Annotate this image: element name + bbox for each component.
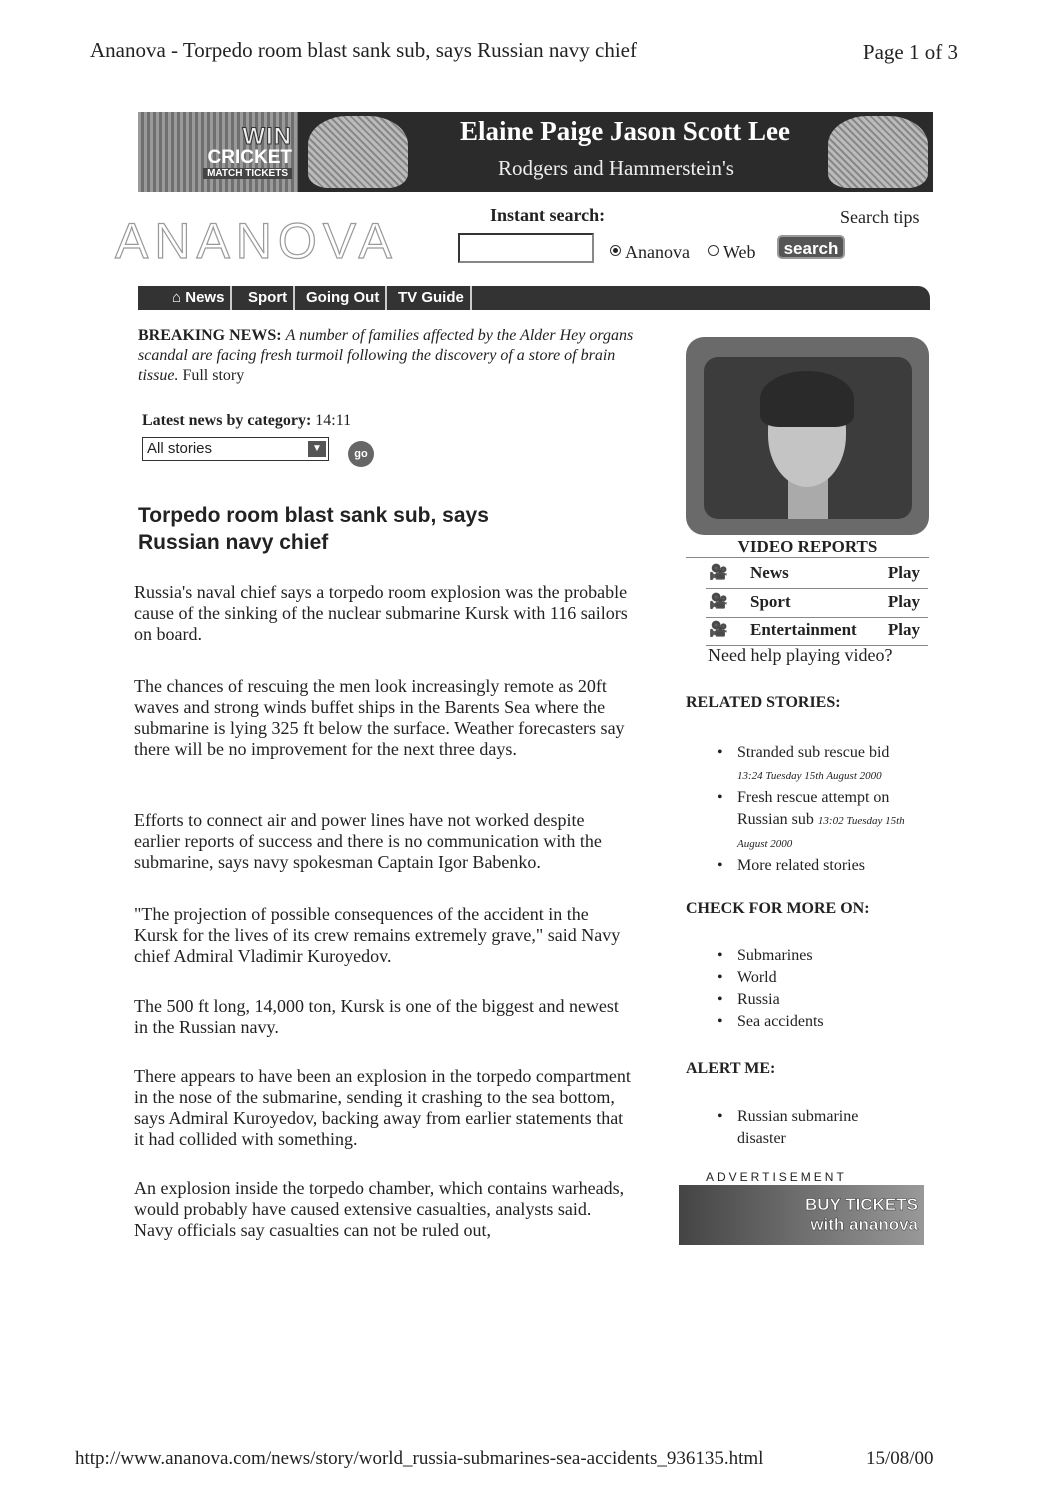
elephant-icon xyxy=(828,116,928,188)
radio-ananova[interactable]: Ananova xyxy=(610,242,690,263)
alert-list xyxy=(717,1106,877,1150)
list-item[interactable]: • Stranded sub rescue bid 13:24 Tuesday 15th August 2000 xyxy=(717,742,917,787)
video-presenter-image[interactable] xyxy=(686,337,929,535)
play-link[interactable]: Play xyxy=(887,592,920,611)
check-more-list xyxy=(717,945,917,1033)
search-button[interactable]: search xyxy=(777,235,845,259)
banner-subtitle: Rodgers and Hammerstein's xyxy=(498,156,734,180)
play-link[interactable]: Play xyxy=(887,563,920,582)
check-more-title: CHECK FOR MORE ON: xyxy=(686,900,870,917)
article-paragraph: Russia's naval chief says a torpedo room explosion was the probable cause of the sinking of the nuclear submarine Kursk with 116 sailors on board. xyxy=(134,582,628,644)
nav-sport[interactable]: Sport xyxy=(242,286,295,310)
nav-news[interactable]: ⌂ News xyxy=(166,286,232,310)
radio-web[interactable]: Web xyxy=(708,242,756,263)
breaking-label: BREAKING NEWS: xyxy=(138,327,282,344)
list-item[interactable]: • Sea accidents xyxy=(717,1011,917,1033)
radio-selected-icon xyxy=(610,245,621,256)
cricket-sub: MATCH TICKETS xyxy=(203,168,292,179)
camera-icon: 🎥 xyxy=(709,565,728,581)
full-story-link[interactable]: Full story xyxy=(182,367,245,384)
footer-url: http://www.ananova.com/news/story/world_russia-submarines-sea-accidents_936135.html xyxy=(75,1448,764,1469)
camera-icon: 🎥 xyxy=(709,594,728,610)
breaking-news xyxy=(138,326,648,386)
print-header-title: Ananova - Torpedo room blast sank sub, says Russian navy chief xyxy=(90,38,637,62)
search-input[interactable] xyxy=(458,233,594,263)
list-item[interactable]: • World xyxy=(717,967,917,989)
article-paragraph: Efforts to connect air and power lines have not worked despite earlier reports of success and there is no communication with the submarine, says navy spokesman Captain Igor Babenko. xyxy=(134,810,602,872)
cricket-title: CRICKET xyxy=(207,146,292,168)
banner-title: Elaine Paige Jason Scott Lee xyxy=(460,116,790,146)
nav-going-out[interactable]: Going Out xyxy=(300,286,387,310)
list-item[interactable]: • Submarines xyxy=(717,945,917,967)
category-select[interactable] xyxy=(142,437,329,461)
main-nav xyxy=(138,286,930,310)
chevron-down-icon: ▼ xyxy=(308,441,326,457)
alert-me-title: ALERT ME: xyxy=(686,1060,776,1077)
ad-line2: with ananova xyxy=(810,1215,918,1234)
breaking-text: A number of families affected by the Alder Hey organs scandal are facing fresh turmoil following the discovery of a store of brain tissue. xyxy=(138,327,634,384)
top-banner-ad[interactable] xyxy=(138,112,933,192)
buy-tickets-ad[interactable] xyxy=(679,1185,924,1245)
video-reports-title: VIDEO REPORTS xyxy=(686,537,929,558)
go-button[interactable]: go xyxy=(348,441,374,467)
category-select-value: All stories xyxy=(147,440,213,457)
cricket-ad[interactable] xyxy=(138,112,298,192)
related-stories-title: RELATED STORIES: xyxy=(686,694,841,711)
home-icon: ⌂ xyxy=(172,289,186,306)
video-help-link[interactable]: Need help playing video? xyxy=(708,645,893,665)
list-item[interactable]: • More related stories xyxy=(717,855,917,877)
article-paragraph: The 500 ft long, 14,000 ton, Kursk is one of the biggest and newest in the Russian navy. xyxy=(134,996,619,1037)
article-paragraph: "The projection of possible consequences of the accident in the Kursk for the lives of its crew remains extremely grave," said Navy chief Admiral Vladimir Kuroyedov. xyxy=(134,904,621,966)
footer-date: 15/08/00 xyxy=(866,1448,934,1469)
camera-icon: 🎥 xyxy=(709,622,728,638)
list-item[interactable]: • Fresh rescue attempt on Russian sub 13:02 Tuesday 15th August 2000 xyxy=(717,787,917,855)
article-paragraph: The chances of rescuing the men look increasingly remote as 20ft waves and strong winds buffet ships in the Barents Sea where the submarine is lying 325 ft below the surface. Weather forecasters say there will be no improvement for the next three days. xyxy=(134,676,625,759)
ad-line1: BUY TICKETS xyxy=(804,1195,918,1214)
page-number: Page 1 of 3 xyxy=(862,40,958,64)
article-paragraph: An explosion inside the torpedo chamber, which contains warheads, would probably have caused extensive casualties, analysts said. Navy officials say casualties can not be ruled out, xyxy=(134,1178,625,1240)
latest-time: 14:11 xyxy=(315,412,352,429)
elephant-icon xyxy=(308,116,408,188)
list-item[interactable]: • Russian submarine disaster xyxy=(717,1106,877,1150)
search-tips-link[interactable]: Search tips xyxy=(840,207,920,227)
video-row-entertainment[interactable]: 🎥 Entertainment Play xyxy=(706,617,928,646)
play-link[interactable]: Play xyxy=(887,620,920,639)
nav-tv-guide[interactable]: TV Guide xyxy=(392,286,472,310)
advertisement-label: ADVERTISEMENT xyxy=(706,1170,847,1184)
search-label: Instant search: xyxy=(490,205,606,225)
video-row-news[interactable]: 🎥 News Play xyxy=(706,560,928,589)
tv-screen xyxy=(704,357,912,519)
article-headline: Torpedo room blast sank sub, says Russian navy chief xyxy=(138,504,489,554)
article-paragraph: There appears to have been an explosion in the torpedo compartment in the nose of the submarine, sending it crashing to the sea bottom, says Admiral Kuroyedov, backing away from earlier statements that it had collided with something. xyxy=(134,1066,631,1149)
latest-label: Latest news by category: xyxy=(142,412,312,429)
video-row-sport[interactable]: 🎥 Sport Play xyxy=(706,589,928,618)
ananova-logo[interactable]: ANANOVA xyxy=(115,213,398,269)
radio-unselected-icon xyxy=(708,245,719,256)
list-item[interactable]: • Russia xyxy=(717,989,917,1011)
related-list xyxy=(717,742,917,877)
latest-news xyxy=(142,412,351,430)
cricket-win: WIN xyxy=(242,122,292,150)
